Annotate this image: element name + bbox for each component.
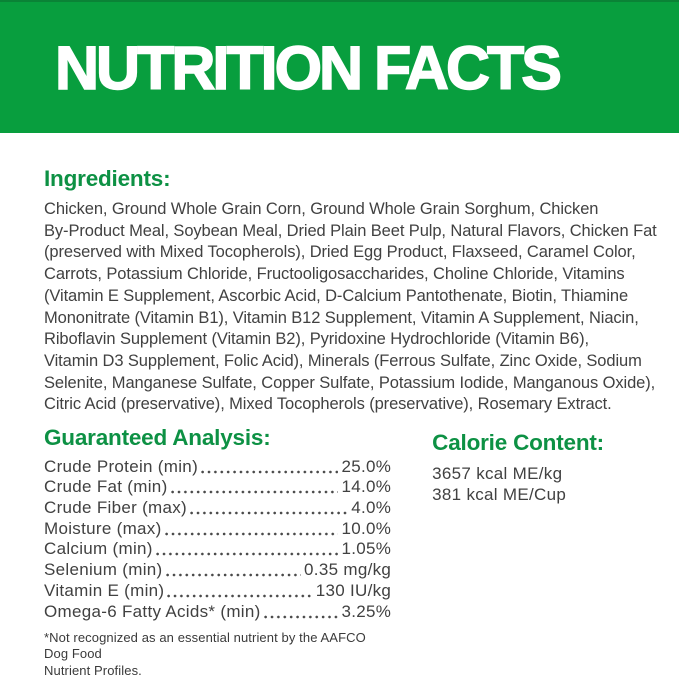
nutrient-label: Vitamin E (min) [44, 580, 165, 600]
table-row [44, 580, 391, 601]
ingredients-heading: Ingredients: [44, 166, 171, 191]
dot-leader [201, 470, 338, 474]
dot-leader [171, 490, 339, 494]
calorie-content-values [432, 463, 659, 505]
page-title: NUTRITION FACTS [55, 33, 559, 102]
ingredients-line: By-Product Meal, Soybean Meal, Dried Plain Beet Pulp, Natural Flavors, Chicken Fat [44, 221, 657, 240]
table-row [44, 477, 391, 498]
nutrient-value: 130 IU/kg [315, 580, 392, 600]
table-row [44, 601, 391, 622]
nutrient-value: 10.0% [341, 518, 392, 538]
calorie-content-section [432, 425, 659, 679]
table-row [44, 559, 391, 580]
ingredients-paragraph [44, 199, 659, 416]
nutrient-label: Crude Protein (min) [44, 456, 199, 476]
guaranteed-analysis-table [44, 456, 391, 622]
ingredients-line: Vitamin D3 Supplement, Folic Acid), Minerals (Ferrous Sulfate, Zinc Oxide, Sodium [44, 351, 642, 370]
ingredients-line: Mononitrate (Vitamin B1), Vitamin B12 Supplement, Vitamin A Supplement, Niacin, [44, 308, 639, 327]
dot-leader [190, 511, 348, 515]
nutrient-label: Crude Fat (min) [44, 477, 168, 497]
nutrient-value: 0.35 mg/kg [304, 560, 392, 580]
ingredients-line: (preserved with Mixed Tocopherols), Dried Egg Product, Flaxseed, Caramel Color, [44, 243, 636, 262]
footnote-line: *Not recognized as an essential nutrient by the AAFCO Dog Food [44, 629, 366, 662]
analysis-columns [44, 425, 659, 679]
calorie-content-heading: Calorie Content: [432, 430, 604, 456]
dot-leader [156, 552, 339, 556]
calorie-line: 3657 kcal ME/kg [432, 464, 563, 484]
dot-leader [264, 615, 339, 619]
nutrient-value: 1.05% [341, 539, 392, 559]
ingredients-line: Chicken, Ground Whole Grain Corn, Ground Whole Grain Sorghum, Chicken [44, 200, 599, 218]
ingredients-line: Riboflavin Supplement (Vitamin B2), Pyridoxine Hydrochloride (Vitamin B6), [44, 330, 589, 349]
ingredients-line: Citric Acid (preservative), Mixed Tocopherols (preservative), Rosemary Extract. [44, 395, 612, 414]
table-row [44, 518, 391, 539]
label-body [0, 133, 679, 679]
nutrient-label: Calcium (min) [44, 539, 153, 559]
nutrient-value: 14.0% [341, 477, 392, 497]
ingredients-line: Selenite, Manganese Sulfate, Copper Sulfate, Potassium Iodide, Manganous Oxide), [44, 373, 656, 392]
nutrient-value: 25.0% [341, 456, 392, 476]
nutrient-label: Omega-6 Fatty Acids* (min) [44, 601, 261, 621]
nutrient-value: 3.25% [341, 601, 392, 621]
calorie-line: 381 kcal ME/Cup [432, 485, 567, 505]
table-row [44, 497, 391, 518]
ingredients-line: (Vitamin E Supplement, Ascorbic Acid, D-Calcium Pantothenate, Biotin, Thiamine [44, 286, 629, 305]
dot-leader [167, 594, 312, 598]
guaranteed-analysis-section [44, 425, 391, 679]
nutrient-label: Selenium (min) [44, 560, 163, 580]
guaranteed-analysis-heading: Guaranteed Analysis: [44, 425, 271, 451]
footnote-line: Nutrient Profiles. [44, 662, 142, 678]
header-banner [0, 0, 679, 133]
aafco-footnote [44, 630, 391, 679]
nutrient-value: 4.0% [351, 498, 392, 518]
dot-leader [165, 532, 339, 536]
nutrient-label: Moisture (max) [44, 518, 162, 538]
table-row [44, 456, 391, 477]
ingredients-section [44, 166, 659, 416]
table-row [44, 539, 391, 560]
dot-leader [166, 573, 302, 577]
ingredients-line: Carrots, Potassium Chloride, Fructooligosaccharides, Choline Chloride, Vitamins [44, 265, 625, 284]
nutrient-label: Crude Fiber (max) [44, 498, 188, 518]
